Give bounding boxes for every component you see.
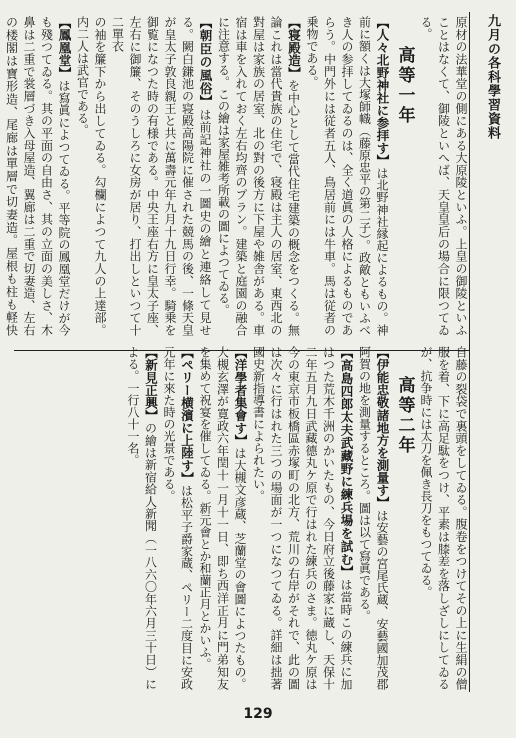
section-body-yogaku: は大槻文彦蔵、芝蘭堂の會圖によつたもの。大槻玄澤が寛政六年閏十一月十一日、即ち西洋正月に門弟知友を集めて祝宴を催してゐる。新元會とか和蘭正月とかいふ。 [198,346,247,691]
section-title-ason: 【朝臣の風俗】 [198,16,213,109]
section-ason [108,16,214,336]
section-continuation [73,16,108,336]
grade-1-heading: 高等一年 [394,46,415,126]
grade-2-heading-block [391,346,417,690]
section-body-ason: は前記神社の一圖史の繪と連絡して見せる。闕白鎌池の寝殿高陽院に催された競馬の後、一條天皇が皇太子敦良親王と共に萬壽元年九月十九日行幸。騎乗を御覧になつた時の有様である。中央王座右方に皇太子座、左右に御簾、そのうしろに女房が居り、打出しといつて十二單衣 [110,16,212,336]
section-body-kitano: は北野神社縁起によるもの。神前に額くは大塚師幟（藤原忠平の第二子）。政敵ともいふべき人の参拝してゐるのは、全く道眞の人格によるものであらう。中門外には従者五人、鳥居前には牛車。馬は従者の乗物である。 [305,16,389,337]
sohei-continuation-text: 自藤の裂袋で裏頭をしてゐる。腹卷をつけてその上に生絹の僧服を着、下に高足駄をつけ、平素は膝差を落しざしにしてゐるが、抗争時には太刀を佩き長刀をもつてゐる。 [419,346,468,690]
section-sohei-cont [417,346,470,690]
grade-1-heading-block [391,16,417,336]
page-number: 129 [243,706,273,722]
continuation-text: の袖を簾下から出してゐる。勾欄によつて九人の上達部。内二人は武官である。 [75,16,107,337]
section-title-shinden: 【寝殿造】 [286,16,302,80]
section-body-ino: は安藝の宮尾氏蔵、安藝國加茂郡阿賀の地を測量するところ。圖は以て寫眞である。 [357,346,389,691]
section-title-kitano: 【人々北野神社に参拝す】 [375,16,390,167]
section-shinden [214,16,303,336]
section-body-hoodo: は寫眞によつてゐる。平等院の鳳凰堂だけが今も殘つてゐる。其の平面の自由さ、其の立面の美しさ、木鼻は二重で裳層づき入母屋造、翼廊は二重で切妻造、左右の楼閣は寶形造、尾廊は單層で切妻造。屋根も柱も軽快 [4,16,71,337]
top-text-band [4,16,469,337]
section-body-perry: は松平子爵家蔵、ペリー二度目に安政元年に來た時の光景である。 [162,346,194,691]
section-body-shinden: を中心として當代住宅建築の概念をつくる。無論これは當代貴族の住宅で、寝殿は主人の居室、東西北の對屋は家族の居室、北の對の後方に下屋や雑舎がある。車宿は車を入れておく左右均齊のプラン。建築と庭園の融合に注意する。この繪は家屋雑考所載の圖によつてゐる。 [216,16,301,337]
section-takashima [249,346,355,690]
running-header: 九月の各科學習資料 [485,14,500,140]
bottom-text-band [14,346,469,690]
section-perry [160,346,196,690]
intro-paragraph [417,16,470,336]
section-title-hoodo: 【鳳凰堂】 [57,16,72,80]
section-yogaku [196,346,250,690]
section-title-shinmi: 【新見正興】 [143,346,159,423]
section-body-shinmi: の繪は新宿給人新聞（一八六〇年六月三十日）による。一行八十一名。 [126,346,158,691]
section-hoodo [0,16,73,336]
section-title-ino: 【伊能忠敬諸地方を測量す】 [375,346,390,510]
section-ino [355,346,391,690]
section-title-perry: 【ペリー横濱に上陸す】 [179,346,195,485]
section-body-takashima: は當時この練兵に加はつた荒木千洲のかいたもの、今日府立後藤家に蔵し、天保十二年五月九日武藏德丸ケ原で行はれた練兵のさま。徳丸ケ原は今の東京市板橋區赤塚町の北方、荒川の右岸がそれで、此の圖は次々に行はれた三つの場面が一つになつてゐる。詳細は拙著國史新指導書によられたい。 [251,346,353,691]
section-kitano [303,16,392,336]
grade-2-heading: 高等二年 [394,376,415,456]
intro-text: 原材の法華堂の側にある大原陵といふ。上皇の御陵といふことはなくて、御陵といへば、天皇皇后の場合に限つてゐる。 [419,16,468,337]
section-shinmi [124,346,160,690]
section-title-yogaku: 【洋學者集會す】 [233,346,248,448]
section-title-takashima: 【高島四郎太夫武藏野に練兵場を試む】 [339,346,354,579]
